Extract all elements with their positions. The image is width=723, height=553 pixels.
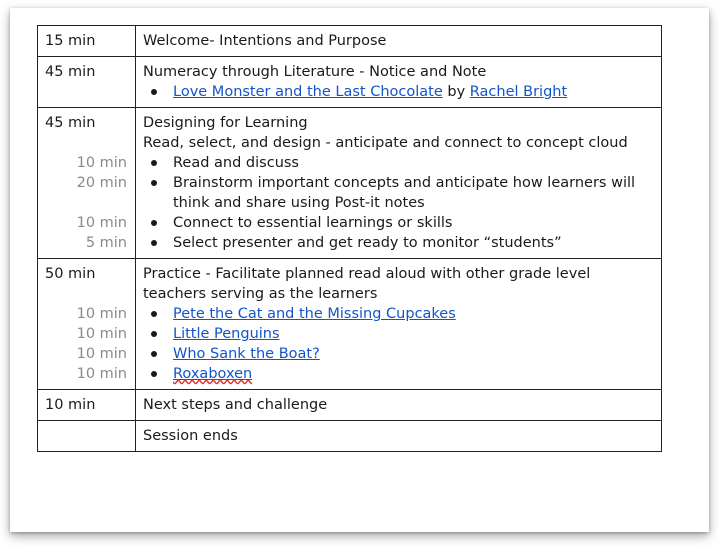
- sub-time: 10 min: [76, 366, 127, 382]
- list-item: Brainstorm important concepts and anticipate how learners will think and share using Post-it notes: [173, 173, 655, 213]
- time-cell: 15 min: [38, 26, 136, 57]
- list-item: [173, 364, 655, 384]
- book-list: [143, 82, 655, 102]
- book-link[interactable]: Love Monster and the Last Chocolate: [173, 84, 443, 100]
- sub-time: 10 min: [76, 346, 127, 362]
- sub-time: 20 min: [76, 175, 127, 191]
- activity-cell: [136, 108, 662, 259]
- sub-time: 10 min: [76, 155, 127, 171]
- activity-cell: [136, 259, 662, 390]
- task-list: [143, 153, 655, 253]
- book-link[interactable]: Pete the Cat and the Missing Cupcakes: [173, 306, 456, 322]
- book-link[interactable]: Who Sank the Boat?: [173, 346, 320, 362]
- row-time: 50 min: [45, 266, 96, 282]
- list-item: Read and discuss: [173, 153, 655, 173]
- list-item: [173, 82, 655, 102]
- book-link-text: Roxaboxen: [173, 366, 253, 382]
- row-time: 45 min: [45, 115, 96, 131]
- author-link[interactable]: Rachel Bright: [469, 84, 568, 100]
- agenda-table: [37, 25, 662, 452]
- time-cell: [38, 108, 136, 259]
- sub-time: 10 min: [76, 326, 127, 342]
- activity-cell: Next steps and challenge: [136, 390, 662, 421]
- time-cell: 10 min: [38, 390, 136, 421]
- list-item: Connect to essential learnings or skills: [173, 213, 655, 233]
- book-link[interactable]: Little Penguins: [173, 326, 280, 342]
- table-row: [38, 421, 662, 452]
- table-row: [38, 26, 662, 57]
- activity-cell: [136, 57, 662, 108]
- list-item: [173, 344, 655, 364]
- book-link[interactable]: [173, 366, 252, 382]
- table-row: [38, 259, 662, 390]
- sub-time: 10 min: [76, 215, 127, 231]
- time-cell: [38, 421, 136, 452]
- sub-time: 5 min: [85, 235, 127, 251]
- activity-subtitle: Read, select, and design - anticipate and connect to concept cloud: [143, 135, 628, 151]
- activity-title: Numeracy through Literature - Notice and Note: [143, 64, 487, 80]
- activity-title: Designing for Learning: [143, 115, 308, 131]
- table-row: [38, 57, 662, 108]
- list-item: [173, 304, 655, 324]
- book-list: [143, 304, 655, 384]
- activity-title: Practice - Facilitate planned read aloud with other grade level teachers serving as the learners: [143, 266, 591, 302]
- table-row: [38, 108, 662, 259]
- list-item: [173, 324, 655, 344]
- time-cell: [38, 259, 136, 390]
- time-cell: 45 min: [38, 57, 136, 108]
- list-item: Select presenter and get ready to monitor “students”: [173, 233, 655, 253]
- activity-cell: Welcome- Intentions and Purpose: [136, 26, 662, 57]
- activity-cell: Session ends: [136, 421, 662, 452]
- sub-time: 10 min: [76, 306, 127, 322]
- by-text: by: [442, 84, 470, 100]
- table-row: [38, 390, 662, 421]
